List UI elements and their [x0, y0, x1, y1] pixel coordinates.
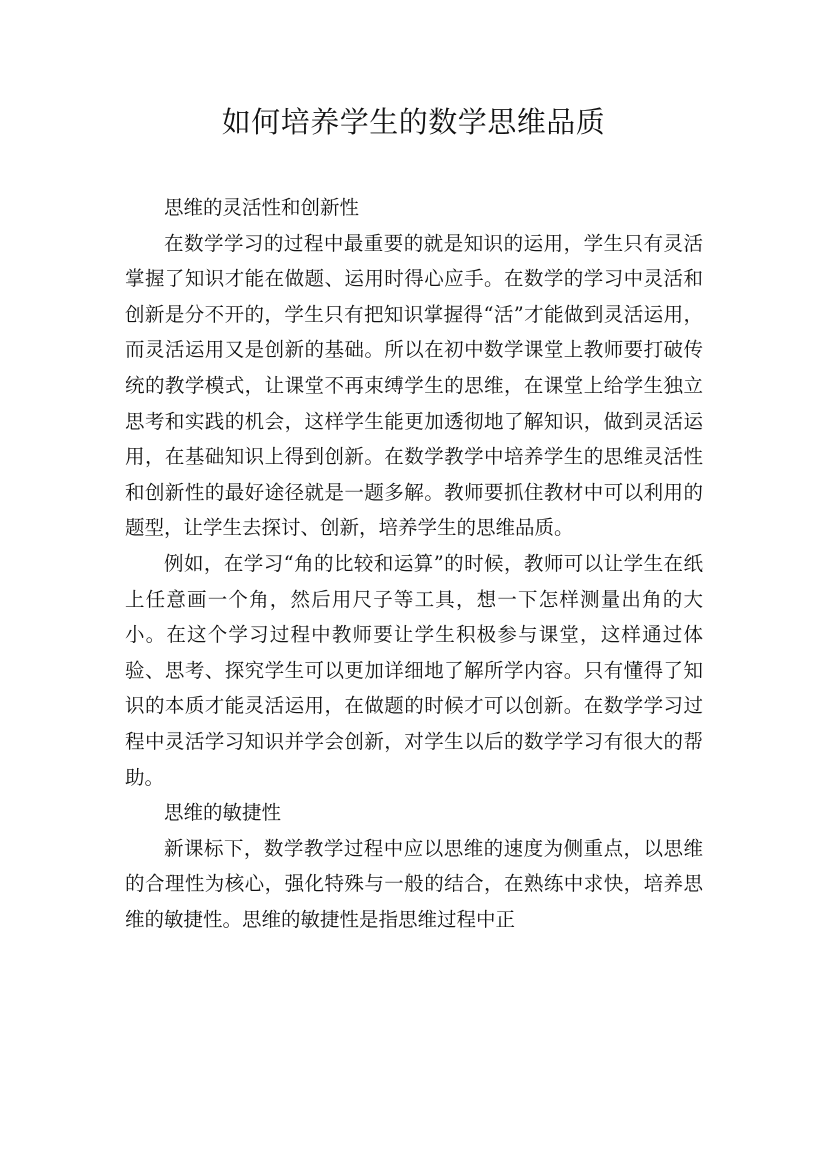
paragraph: 例如，在学习“角的比较和运算”的时候，教师可以让学生在纸上任意画一个角，然后用尺子等工具，想一下怎样测量出角的大小。在这个学习过程中教师要让学生积极参与课堂，这样通过体验、思考、探究学生可以更加详细地了解所学内容。只有懂得了知识的本质才能灵活运用，在做题的时候才可以创新。在数学学习过程中灵活学习知识并学会创新，对学生以后的数学学习有很大的帮助。 [125, 551, 703, 789]
section-heading: 思维的敏捷性 [164, 801, 282, 825]
paragraph: 新课标下，数学教学过程中应以思维的速度为侧重点，以思维的合理性为核心，强化特殊与一般的结合，在熟练中求快，培养思维的敏捷性。思维的敏捷性是指思维过程中正 [125, 836, 703, 931]
paragraph: 在数学学习的过程中最重要的就是知识的运用，学生只有灵活掌握了知识才能在做题、运用时得心应手。在数学的学习中灵活和创新是分不开的，学生只有把知识掌握得“活”才能做到灵活运用，而灵活运用又是创新的基础。所以在初中数学课堂上教师要打破传统的教学模式，让课堂不再束缚学生的思维，在课堂上给学生独立思考和实践的机会，这样学生能更加透彻地了解知识，做到灵活运用，在基础知识上得到创新。在数学教学中培养学生的思维灵活性和创新性的最好途径就是一题多解。教师要抓住教材中可以利用的题型，让学生去探讨、创新，培养学生的思维品质。 [125, 231, 703, 540]
section-heading: 思维的灵活性和创新性 [164, 196, 360, 219]
document-body [125, 190, 703, 937]
document-title: 如何培养学生的数学思维品质 [221, 105, 606, 139]
